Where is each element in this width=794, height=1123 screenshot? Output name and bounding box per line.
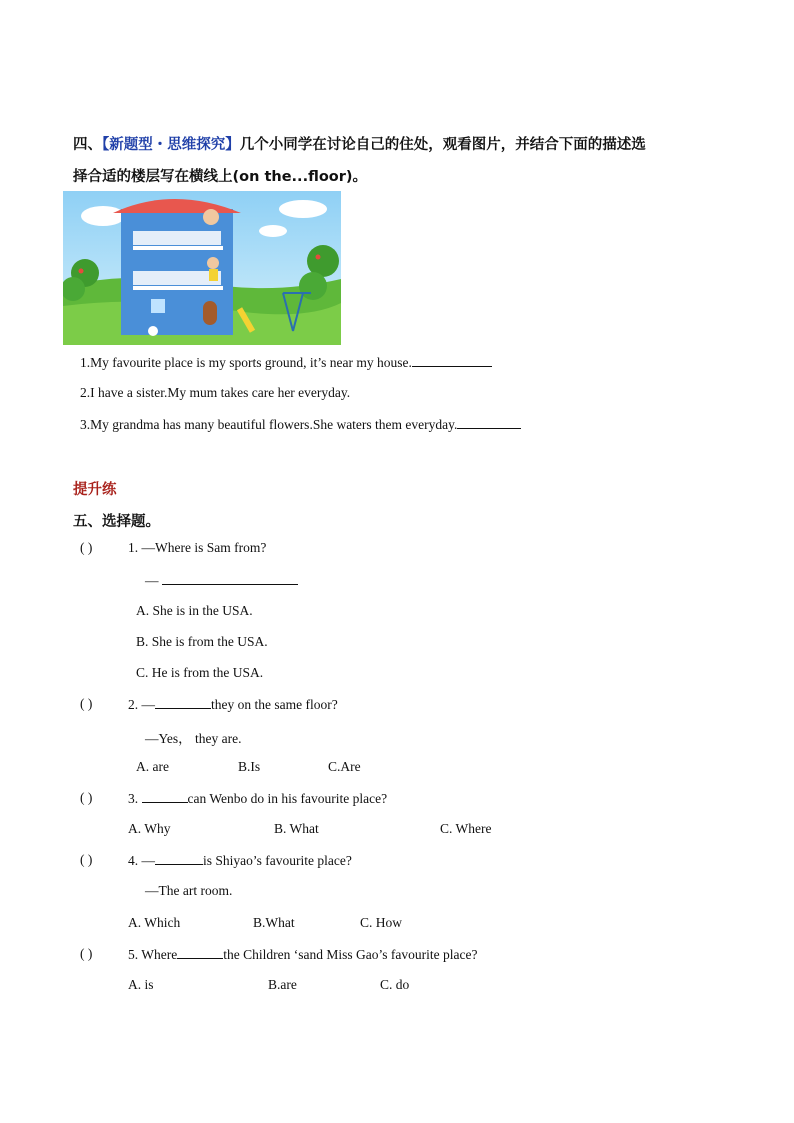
q1-option-b: B. She is from the USA. <box>136 634 268 649</box>
section4-instruction-line2: 择合适的楼层写在横线上(on the...floor)。 <box>73 169 368 185</box>
section4-item-2: 2.I have a sister.My mum takes care her everyday. <box>80 385 351 400</box>
question-2: 2. — they on the same floor? <box>128 697 338 712</box>
practice-label: 提升练 <box>73 482 117 498</box>
question-5: 5. Where the Children ‘sand Miss Gao’s favourite place? <box>128 947 478 962</box>
question-1 <box>128 540 266 556</box>
question-2-reply: —Yes， they are. <box>145 731 242 746</box>
q1-option-c: C. He is from the USA. <box>136 665 264 680</box>
answer-paren-5[interactable]: ( ) <box>80 946 93 961</box>
q1-option-a: A. She is in the USA. <box>136 603 253 618</box>
house-illustration <box>63 191 341 345</box>
section4-item-1: 1.My favourite place is my sports ground, it’s near my house. <box>80 354 492 371</box>
answer-blank[interactable] <box>155 852 203 865</box>
question-number: 1. <box>128 540 139 555</box>
answer-blank[interactable] <box>457 416 521 429</box>
q4-option-c: C. How <box>360 915 403 930</box>
section4-item-3: 3.My grandma has many beautiful flowers.She waters them everyday. <box>80 416 521 433</box>
q2-option-c: C.Are <box>328 759 361 774</box>
q3-option-a: A. Why <box>128 821 171 836</box>
answer-blank[interactable] <box>177 946 223 959</box>
question-4: 4. — is Shiyao’s favourite place? <box>128 853 352 868</box>
answer-paren-1[interactable]: ( ) <box>80 540 93 555</box>
q5-option-a: A. is <box>128 977 154 992</box>
q3-option-c: C. Where <box>440 821 492 836</box>
answer-paren-4[interactable]: ( ) <box>80 852 93 867</box>
section4-heading <box>73 133 646 154</box>
q5-option-b: B.are <box>268 977 297 992</box>
q4-option-a: A. Which <box>128 915 181 930</box>
section4-instruction-line1: 几个小同学在讨论自己的住处，观看图片，并结合下面的描述选 <box>239 137 646 153</box>
q5-option-c: C. do <box>380 977 410 992</box>
answer-blank[interactable] <box>142 790 188 803</box>
answer-paren-3[interactable]: ( ) <box>80 790 93 805</box>
answer-blank[interactable] <box>412 354 492 367</box>
answer-paren-2[interactable]: ( ) <box>80 696 93 711</box>
question-prompt: —Where is Sam from? <box>141 540 267 555</box>
q2-option-b: B.Is <box>238 759 261 774</box>
question-1-answer-line: — <box>145 572 298 589</box>
q3-option-b: B. What <box>274 821 319 836</box>
section4-tag: 【新题型・思维探究】 <box>102 137 240 153</box>
q2-option-a: A. are <box>136 759 169 774</box>
answer-blank[interactable] <box>162 572 298 585</box>
question-4-reply: —The art room. <box>145 883 233 898</box>
section5-title: 五、选择题。 <box>73 514 160 530</box>
section4-number: 四、 <box>73 137 102 153</box>
q4-option-b: B.What <box>253 915 295 930</box>
answer-blank[interactable] <box>155 696 211 709</box>
question-3: 3. can Wenbo do in his favourite place? <box>128 791 388 806</box>
